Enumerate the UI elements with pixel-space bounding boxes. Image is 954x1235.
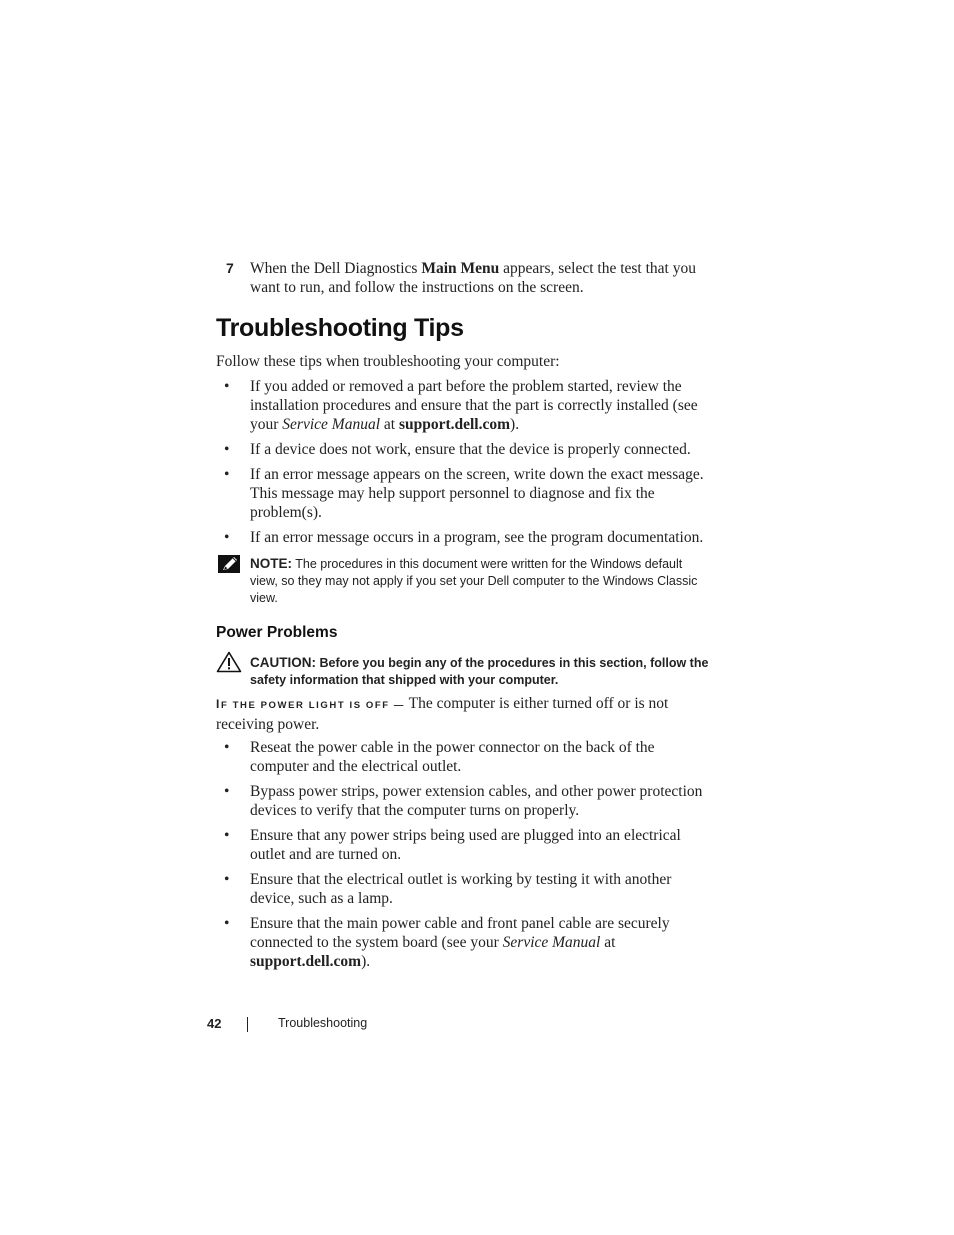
list-item	[216, 826, 711, 864]
power-tip-text: Ensure that any power strips being used are plugged into an electrical outlet and are turned on.	[250, 827, 681, 863]
page-number: 42	[207, 1016, 222, 1031]
service-manual-title: Service Manual	[282, 416, 380, 433]
note-text	[250, 555, 711, 607]
tip-text-end: ).	[510, 416, 520, 433]
caution-body-text: Before you begin any of the procedures in this section, follow the safety information that shipped with your computer.	[250, 656, 709, 687]
page-heading: Troubleshooting Tips	[216, 314, 464, 342]
note-box	[216, 555, 711, 607]
support-url: support.dell.com	[398, 416, 511, 433]
power-light-text: The computer is either turned off or is not receiving power.	[216, 695, 669, 733]
list-item	[216, 738, 711, 776]
caution-text	[250, 654, 711, 689]
bullet: •	[224, 441, 230, 458]
tips-list	[216, 377, 711, 553]
power-tip-text: Reseat the power cable in the power connector on the back of the computer and the electrical outlet.	[250, 739, 655, 775]
bullet: •	[224, 827, 230, 844]
tip-text-mid: at	[380, 416, 399, 433]
list-item	[216, 914, 711, 971]
footer-separator	[247, 1017, 248, 1032]
main-menu-term: Main Menu	[421, 260, 500, 277]
service-manual-title: Service Manual	[502, 934, 601, 951]
list-item	[216, 440, 711, 459]
power-tip-text: Ensure that the main power cable and front panel cable are securely connected to the system board (see your	[250, 915, 670, 951]
note-pencil-icon	[218, 555, 240, 573]
note-label: NOTE:	[250, 556, 292, 571]
step-7	[226, 259, 716, 297]
power-tip-text-end: ).	[361, 953, 371, 970]
list-item	[216, 528, 711, 547]
footer-section-title: Troubleshooting	[278, 1016, 368, 1030]
power-light-paragraph	[216, 694, 711, 734]
step-text	[250, 259, 716, 297]
bullet: •	[224, 915, 230, 932]
step-text-end: appears, select the test that you want to run, and follow the instructions on the screen.	[250, 260, 696, 296]
tip-text: If an error message appears on the screen, write down the exact message. This message may help support personnel to diagnose and fix the problem(s).	[250, 466, 704, 521]
bullet: •	[224, 378, 230, 395]
section-heading: Power Problems	[216, 624, 338, 641]
power-tip-text: Ensure that the electrical outlet is working by testing it with another device, such as a lamp.	[250, 871, 672, 907]
tip-text: If you added or removed a part before the problem started, review the installation procedures and ensure that the part is correctly installed (see your	[250, 378, 698, 433]
power-light-label-rest: F THE POWER LIGHT IS OFF —	[220, 700, 406, 711]
bullet: •	[224, 783, 230, 800]
support-url: support.dell.com	[250, 953, 362, 970]
note-body-text: The procedures in this document were written for the Windows default view, so they may not apply if you set your Dell computer to the Windows Classic view.	[250, 557, 698, 605]
power-tip-text-mid: at	[600, 934, 616, 951]
list-item	[216, 377, 711, 434]
power-tip-text: Bypass power strips, power extension cables, and other power protection devices to verify that the computer turns on properly.	[250, 783, 703, 819]
tip-text: If an error message occurs in a program, see the program documentation.	[250, 529, 704, 546]
step-number: 7	[226, 260, 234, 276]
bullet: •	[224, 739, 230, 756]
power-tips-list	[216, 738, 711, 977]
power-light-label-initial: I	[216, 697, 221, 711]
tip-text: If a device does not work, ensure that the device is properly connected.	[250, 441, 691, 458]
caution-label: CAUTION:	[250, 655, 316, 670]
bullet: •	[224, 871, 230, 888]
list-item	[216, 465, 711, 522]
step-text-start: When the Dell Diagnostics	[250, 260, 422, 277]
power-light-label	[216, 697, 406, 711]
intro-text: Follow these tips when troubleshooting your computer:	[216, 353, 560, 370]
bullet: •	[224, 466, 230, 483]
bullet: •	[224, 529, 230, 546]
list-item	[216, 782, 711, 820]
caution-triangle-icon	[216, 651, 242, 673]
caution-box	[216, 654, 711, 689]
list-item	[216, 870, 711, 908]
